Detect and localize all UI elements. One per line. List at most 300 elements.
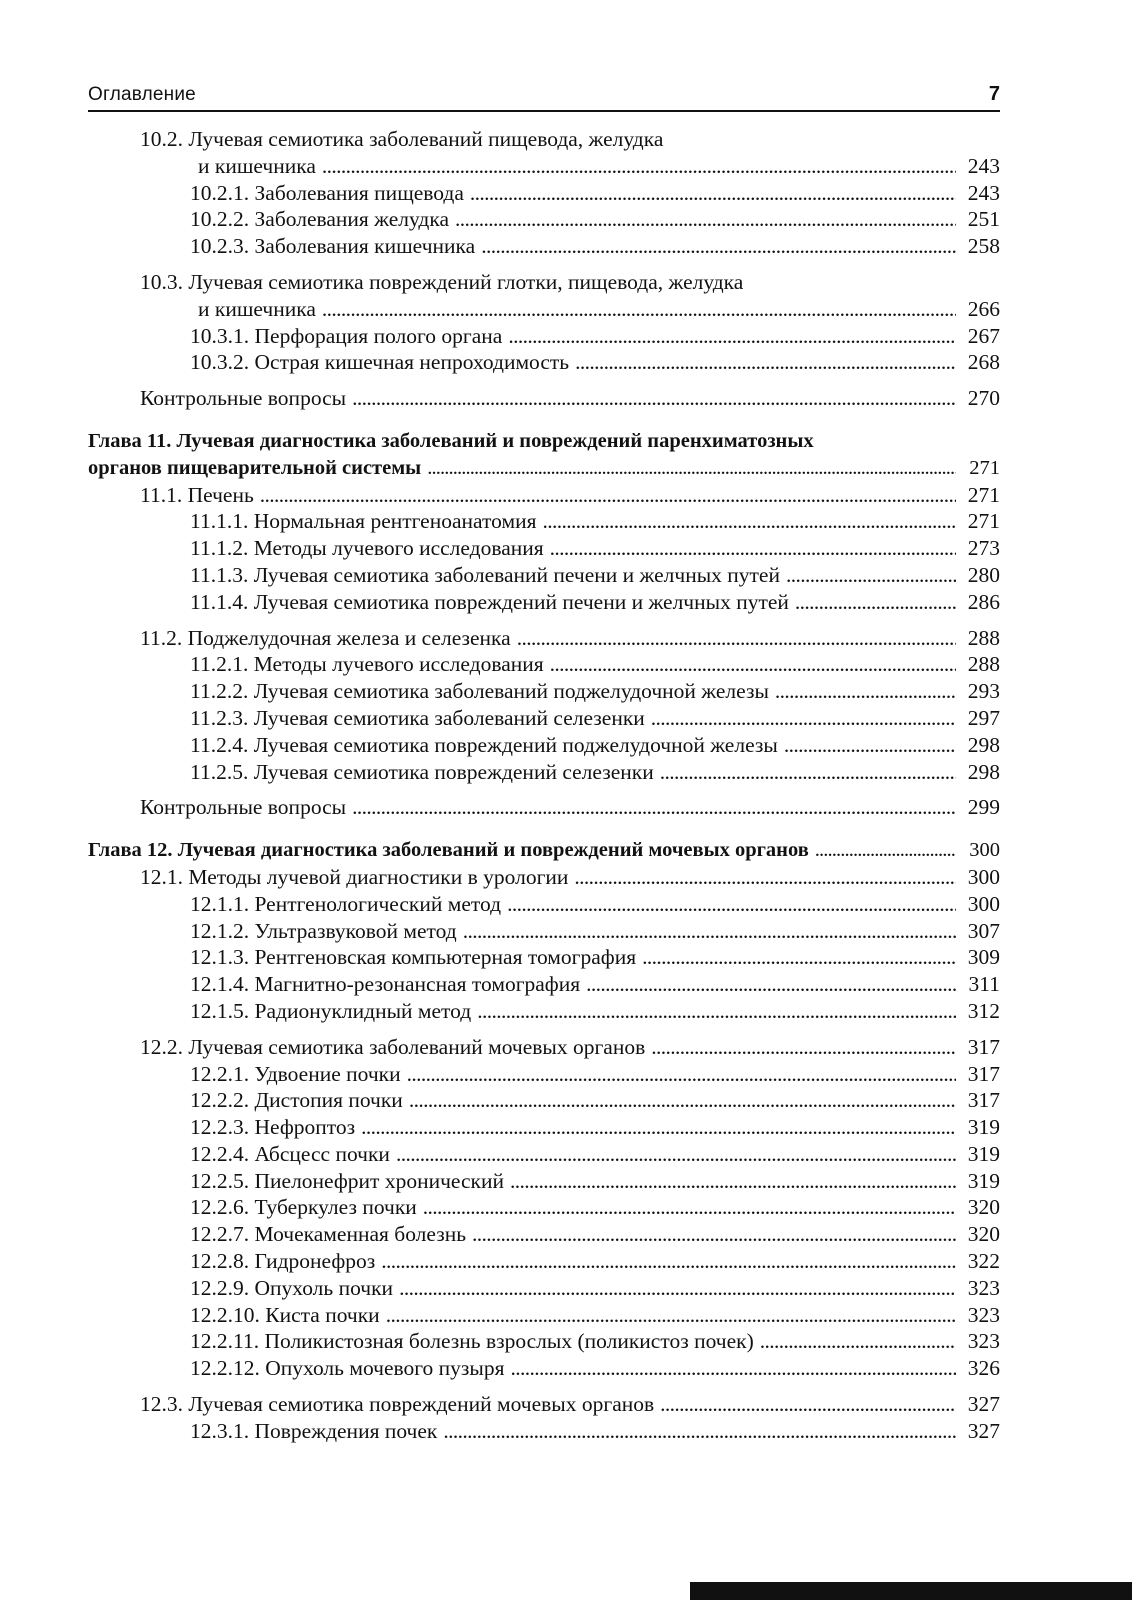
toc-entry-title: Пиелонефрит хронический xyxy=(254,1168,504,1193)
toc-page-number: 280 xyxy=(967,562,1000,587)
toc-entry-title-continued: и кишечника xyxy=(198,296,316,321)
toc-entry-text xyxy=(190,1302,380,1329)
toc-page-number: 288 xyxy=(967,625,1000,650)
toc-entry-number: 11.2.4. xyxy=(190,732,249,757)
toc-chapter[interactable] xyxy=(88,837,1000,864)
toc-entry-first-line xyxy=(88,428,1000,455)
toc-entry-title: Лучевая семиотика повреждений селезенки xyxy=(253,759,654,784)
toc-entry-line xyxy=(190,1328,1000,1355)
toc-page-number: 317 xyxy=(967,1034,1000,1059)
toc-page-number: 271 xyxy=(967,482,1000,507)
toc-entry-number: 12.1. xyxy=(140,864,183,889)
toc-entry-line xyxy=(190,206,1000,233)
toc-entry-line xyxy=(190,918,1000,945)
dot-leader xyxy=(352,794,956,821)
toc-entry-title: Лучевая семиотика заболеваний селезенки xyxy=(253,705,645,730)
toc-subsection[interactable] xyxy=(88,1061,1000,1088)
toc-entry-text xyxy=(190,180,464,207)
toc-subsection[interactable] xyxy=(88,180,1000,207)
toc-page-number: 300 xyxy=(967,891,1000,916)
dot-leader xyxy=(477,998,956,1025)
toc-entry-title: Лучевая диагностика заболеваний и повреждений мочевых органов xyxy=(177,839,809,862)
toc-page-number: 268 xyxy=(967,350,1000,375)
toc-page-number: 271 xyxy=(969,456,1000,479)
toc-subsection[interactable] xyxy=(88,1302,1000,1329)
toc-entry-title: Лучевая семиотика повреждений печени и желчных путей xyxy=(253,589,789,614)
toc-entry-text xyxy=(190,1275,393,1302)
toc-entry-title: Лучевая семиотика заболеваний печени и желчных путей xyxy=(253,562,780,587)
toc-page-number: 320 xyxy=(967,1222,1000,1247)
toc-entry-line xyxy=(190,944,1000,971)
dot-leader xyxy=(443,1418,956,1445)
toc-entry-line xyxy=(190,1275,1000,1302)
dot-leader xyxy=(574,864,956,891)
toc-entry-first-line xyxy=(140,126,1000,153)
toc-entry-title: Методы лучевого исследования xyxy=(253,536,544,561)
toc-entry-title: Абсцесс почки xyxy=(254,1141,390,1166)
toc-page-number: 243 xyxy=(967,153,1000,178)
toc-chapter[interactable] xyxy=(88,428,1000,482)
toc-entry-title: Гидронефроз xyxy=(254,1249,376,1274)
toc-entry-title: Нормальная рентгеноанатомия xyxy=(253,509,537,534)
toc-entry-text xyxy=(190,732,778,759)
toc-entry-number: 11.1.1. xyxy=(190,509,249,534)
dot-leader xyxy=(660,1391,956,1418)
toc-entry-title: Контрольные вопросы xyxy=(140,795,347,820)
toc-page-number: 286 xyxy=(967,589,1000,614)
toc-page-number: 293 xyxy=(967,679,1000,704)
dot-leader xyxy=(470,180,956,207)
toc-entry-title: Лучевая семиотика заболеваний пищевода, желудка xyxy=(188,127,664,151)
toc-entry-line xyxy=(190,1355,1000,1382)
dot-leader xyxy=(550,651,956,678)
dot-leader xyxy=(260,482,956,509)
toc-page-number: 319 xyxy=(967,1115,1000,1140)
toc-page-number: 323 xyxy=(967,1275,1000,1300)
toc-entry-title: Рентгенологический метод xyxy=(254,891,502,916)
toc-entry-number: 12.3.1. xyxy=(190,1418,250,1443)
toc-entry-title: Заболевания кишечника xyxy=(254,234,476,259)
toc-entry-number: 12.2.5. xyxy=(190,1168,250,1193)
toc-entry-title: Лучевая диагностика заболеваний и повреждений паренхиматозных xyxy=(176,429,814,452)
toc-section[interactable] xyxy=(88,385,1000,412)
toc-entry-title: Методы лучевого исследования xyxy=(253,652,544,677)
toc-entry-text xyxy=(190,891,501,918)
toc-entry-number: 11.1.3. xyxy=(190,562,249,587)
toc-entry-number: 11.2.1. xyxy=(190,652,249,677)
toc-subsection[interactable] xyxy=(88,1275,1000,1302)
toc-section[interactable] xyxy=(88,864,1000,891)
dot-leader xyxy=(386,1302,956,1329)
toc-entry-line xyxy=(190,1168,1000,1195)
toc-page-number: 270 xyxy=(967,386,1000,411)
toc-subsection[interactable] xyxy=(88,1114,1000,1141)
toc-entry-text xyxy=(88,837,809,864)
toc-entry-title: Рентгеновская компьютерная томография xyxy=(254,945,637,970)
toc-subsection[interactable] xyxy=(88,918,1000,945)
toc-entry-text xyxy=(190,349,569,376)
toc-entry-number: 12.2.9. xyxy=(190,1275,250,1300)
toc-entry-text xyxy=(190,323,502,350)
toc-entry-line xyxy=(190,323,1000,350)
toc-page-number: 319 xyxy=(967,1168,1000,1193)
toc-entry-text xyxy=(140,1391,654,1418)
toc-entry-text xyxy=(140,385,346,412)
toc-subsection[interactable] xyxy=(88,1328,1000,1355)
page-number: 7 xyxy=(988,83,1000,105)
toc-entry-text xyxy=(190,233,475,260)
toc-subsection[interactable] xyxy=(88,508,1000,535)
toc-entry-line xyxy=(140,385,1000,412)
toc-subsection[interactable] xyxy=(88,944,1000,971)
toc-entry-title: Повреждения почек xyxy=(254,1418,438,1443)
dot-leader xyxy=(760,1328,956,1355)
toc-entry-text xyxy=(190,1355,505,1382)
toc-entry-title: Лучевая семиотика повреждений глотки, пищевода, желудка xyxy=(188,269,744,294)
toc-page-number: 300 xyxy=(969,839,1000,862)
toc-page-number: 323 xyxy=(967,1329,1000,1354)
toc-entry-line xyxy=(190,1221,1000,1248)
toc-entry-text xyxy=(190,998,471,1025)
toc-entry-line xyxy=(190,759,1000,786)
dot-leader xyxy=(786,562,956,589)
toc-entry-line xyxy=(140,625,1000,652)
toc-entry-line xyxy=(190,705,1000,732)
toc-entry-line xyxy=(140,794,1000,821)
toc-entry-text xyxy=(190,535,544,562)
toc-entry-number: 10.2. xyxy=(140,127,183,151)
toc-entry-last-line xyxy=(88,455,1000,482)
toc-section[interactable] xyxy=(88,1391,1000,1418)
table-of-contents xyxy=(88,126,1000,1445)
dot-leader xyxy=(575,349,956,376)
toc-entry-line xyxy=(190,1418,1000,1445)
toc-page-number: 300 xyxy=(967,864,1000,889)
toc-page-number: 307 xyxy=(967,918,1000,943)
toc-page-number: 267 xyxy=(967,323,1000,348)
dot-leader xyxy=(550,535,956,562)
toc-entry-title: Дистопия почки xyxy=(254,1088,403,1113)
toc-entry-number: 10.2.2. xyxy=(190,207,250,232)
toc-entry-number: 10.2.3. xyxy=(190,234,250,259)
toc-entry-number: 11.2. xyxy=(140,625,183,650)
toc-entry-line xyxy=(190,1061,1000,1088)
toc-entry-title: Радионуклидный метод xyxy=(254,998,472,1023)
toc-entry-text xyxy=(140,482,254,509)
toc-entry-text xyxy=(190,1141,390,1168)
toc-section[interactable] xyxy=(88,1034,1000,1061)
toc-entry-text xyxy=(190,1087,403,1114)
toc-subsection[interactable] xyxy=(88,891,1000,918)
toc-section[interactable] xyxy=(88,482,1000,509)
toc-entry-text xyxy=(190,918,457,945)
toc-subsection[interactable] xyxy=(88,1418,1000,1445)
toc-subsection[interactable] xyxy=(88,562,1000,589)
toc-entry-line xyxy=(190,678,1000,705)
toc-page-number: 319 xyxy=(967,1141,1000,1166)
toc-entry-line xyxy=(190,651,1000,678)
toc-entry-title: Контрольные вопросы xyxy=(140,386,347,411)
dot-leader xyxy=(507,891,956,918)
toc-entry-title: Заболевания желудка xyxy=(254,207,450,232)
toc-entry-line xyxy=(190,1302,1000,1329)
toc-page-number: 288 xyxy=(967,652,1000,677)
toc-subsection[interactable] xyxy=(88,732,1000,759)
toc-page-number: 327 xyxy=(967,1418,1000,1443)
dot-leader xyxy=(427,455,956,482)
toc-subsection[interactable] xyxy=(88,1248,1000,1275)
toc-entry-text xyxy=(190,1248,375,1275)
toc-entry-number: 10.3.2. xyxy=(190,350,250,375)
dot-leader xyxy=(352,385,956,412)
toc-subsection[interactable] xyxy=(88,998,1000,1025)
toc-entry-number: 12.1.4. xyxy=(190,972,250,997)
toc-page-number: 323 xyxy=(967,1302,1000,1327)
toc-entry-line xyxy=(190,535,1000,562)
toc-subsection[interactable] xyxy=(88,1221,1000,1248)
toc-entry-number: 12.2.8. xyxy=(190,1249,250,1274)
toc-entry-number: 12.1.2. xyxy=(190,918,250,943)
toc-entry-text xyxy=(190,589,789,616)
toc-entry-title: Заболевания пищевода xyxy=(254,180,464,205)
toc-page-number: 317 xyxy=(967,1088,1000,1113)
toc-entry-text xyxy=(190,562,780,589)
toc-entry-line xyxy=(140,1034,1000,1061)
toc-subsection[interactable] xyxy=(88,971,1000,998)
toc-entry-number: 12.2.2. xyxy=(190,1088,250,1113)
toc-page-number: 317 xyxy=(967,1061,1000,1086)
toc-entry-text xyxy=(190,705,645,732)
dot-leader xyxy=(517,625,956,652)
toc-page-number: 298 xyxy=(967,732,1000,757)
toc-entry-text xyxy=(140,864,568,891)
toc-page-number: 266 xyxy=(967,296,1000,321)
toc-subsection[interactable] xyxy=(88,1141,1000,1168)
toc-entry-line xyxy=(190,971,1000,998)
toc-entry-line xyxy=(190,1194,1000,1221)
toc-entry-line xyxy=(88,837,1000,864)
toc-entry-title-continued: органов пищеварительной системы xyxy=(88,456,422,479)
dot-leader xyxy=(642,944,956,971)
toc-entry-line xyxy=(140,482,1000,509)
dot-leader xyxy=(651,1034,956,1061)
toc-section[interactable] xyxy=(88,269,1000,323)
dot-leader xyxy=(463,918,956,945)
toc-entry-title: Нефроптоз xyxy=(254,1115,356,1140)
toc-entry-line xyxy=(190,1114,1000,1141)
toc-subsection[interactable] xyxy=(88,678,1000,705)
toc-entry-line xyxy=(190,1141,1000,1168)
toc-entry-text xyxy=(190,1194,417,1221)
toc-entry-title: Лучевая семиотика повреждений мочевых органов xyxy=(188,1392,655,1417)
toc-entry-number: 12.1.5. xyxy=(190,998,250,1023)
dot-leader xyxy=(381,1248,956,1275)
toc-entry-number: Глава 11. xyxy=(88,429,172,452)
toc-entry-number: 12.2.11. xyxy=(190,1329,260,1354)
dot-leader xyxy=(586,971,956,998)
toc-entry-text xyxy=(190,1168,504,1195)
toc-entry-number: Глава 12. xyxy=(88,839,173,862)
toc-entry-number: 11.1.2. xyxy=(190,536,249,561)
toc-subsection[interactable] xyxy=(88,349,1000,376)
dot-leader xyxy=(775,678,956,705)
toc-entry-title: Поликистозная болезнь взрослых (поликистоз почек) xyxy=(264,1329,754,1354)
dot-leader xyxy=(409,1087,956,1114)
toc-page-number: 312 xyxy=(967,998,1000,1023)
toc-entry-text xyxy=(140,794,346,821)
toc-entry-number: 10.2.1. xyxy=(190,180,250,205)
dot-leader xyxy=(511,1355,957,1382)
toc-subsection[interactable] xyxy=(88,759,1000,786)
toc-entry-line xyxy=(190,732,1000,759)
dot-leader xyxy=(361,1114,956,1141)
toc-entry-number: 11.2.2. xyxy=(190,679,249,704)
toc-section[interactable] xyxy=(88,794,1000,821)
toc-entry-line xyxy=(190,1087,1000,1114)
toc-entry-text xyxy=(190,971,580,998)
toc-entry-title: Мочекаменная болезнь xyxy=(254,1222,467,1247)
toc-entry-text xyxy=(190,206,449,233)
toc-entry-title: Удвоение почки xyxy=(254,1061,401,1086)
toc-entry-line xyxy=(190,349,1000,376)
toc-entry-title: Киста почки xyxy=(265,1302,380,1327)
toc-subsection[interactable] xyxy=(88,206,1000,233)
toc-entry-number: 12.2. xyxy=(140,1034,183,1059)
toc-entry-title: Печень xyxy=(187,482,254,507)
dot-leader xyxy=(510,1168,956,1195)
toc-page-number: 309 xyxy=(967,945,1000,970)
toc-entry-number: 12.2.7. xyxy=(190,1222,250,1247)
toc-entry-line xyxy=(190,233,1000,260)
toc-entry-text xyxy=(140,1034,645,1061)
toc-entry-line xyxy=(190,180,1000,207)
toc-page-number: 327 xyxy=(967,1392,1000,1417)
toc-entry-text xyxy=(190,508,536,535)
dot-leader xyxy=(322,153,956,180)
toc-subsection[interactable] xyxy=(88,651,1000,678)
toc-entry-text xyxy=(190,678,769,705)
toc-entry-number: 12.2.10. xyxy=(190,1302,260,1327)
toc-entry-line xyxy=(140,864,1000,891)
toc-entry-text xyxy=(190,1418,437,1445)
dot-leader xyxy=(795,589,956,616)
toc-entry-title: Лучевая семиотика заболеваний поджелудочной железы xyxy=(253,679,769,704)
toc-entry-title: Поджелудочная железа и селезенка xyxy=(187,625,511,650)
toc-entry-title: Перфорация полого органа xyxy=(254,323,503,348)
toc-entry-text xyxy=(190,1114,355,1141)
toc-entry-number: 11.1. xyxy=(140,482,183,507)
toc-page-number: 297 xyxy=(967,705,1000,730)
dot-leader xyxy=(455,206,956,233)
dot-leader xyxy=(651,705,956,732)
toc-entry-title: Опухоль мочевого пузыря xyxy=(265,1356,505,1381)
toc-subsection[interactable] xyxy=(88,1355,1000,1382)
toc-entry-text xyxy=(190,651,544,678)
toc-entry-line xyxy=(190,891,1000,918)
dot-leader xyxy=(423,1194,956,1221)
toc-section[interactable] xyxy=(88,625,1000,652)
toc-entry-title: Туберкулез почки xyxy=(254,1195,417,1220)
toc-subsection[interactable] xyxy=(88,323,1000,350)
toc-entry-number: 10.3. xyxy=(140,269,183,294)
toc-subsection[interactable] xyxy=(88,233,1000,260)
toc-page-number: 311 xyxy=(968,972,1000,997)
toc-entry-number: 12.2.3. xyxy=(190,1115,250,1140)
toc-entry-title: Магнитно-резонансная томография xyxy=(254,972,581,997)
toc-entry-number: 12.2.6. xyxy=(190,1195,250,1220)
toc-entry-number: 12.1.3. xyxy=(190,945,250,970)
dot-leader xyxy=(396,1141,956,1168)
toc-entry-text xyxy=(140,625,511,652)
toc-page-number: 299 xyxy=(967,795,1000,820)
dot-leader xyxy=(815,837,956,864)
toc-entry-number: 11.2.5. xyxy=(190,759,249,784)
toc-page-number: 258 xyxy=(967,234,1000,259)
toc-entry-number: 12.2.12. xyxy=(190,1356,260,1381)
toc-entry-number: 11.1.4. xyxy=(190,589,249,614)
dot-leader xyxy=(407,1061,956,1088)
dot-leader xyxy=(660,759,956,786)
scan-edge-bar xyxy=(690,1582,1132,1600)
toc-page-number: 243 xyxy=(967,180,1000,205)
toc-entry-last-line xyxy=(140,296,1000,323)
toc-entry-last-line xyxy=(140,153,1000,180)
toc-subsection[interactable] xyxy=(88,1087,1000,1114)
toc-entry-line xyxy=(190,589,1000,616)
toc-entry-line xyxy=(190,508,1000,535)
toc-entry-title: Опухоль почки xyxy=(254,1275,394,1300)
toc-entry-number: 12.3. xyxy=(140,1392,183,1417)
toc-entry-title: Острая кишечная непроходимость xyxy=(254,350,570,375)
toc-subsection[interactable] xyxy=(88,535,1000,562)
dot-leader xyxy=(399,1275,956,1302)
toc-entry-text xyxy=(190,1061,401,1088)
toc-entry-line xyxy=(190,998,1000,1025)
toc-page-number: 320 xyxy=(967,1195,1000,1220)
toc-entry-text xyxy=(190,1328,754,1355)
toc-entry-title-continued: и кишечника xyxy=(198,153,316,178)
toc-subsection[interactable] xyxy=(88,1168,1000,1195)
toc-entry-text xyxy=(190,759,654,786)
toc-entry-number: 12.2.4. xyxy=(190,1141,250,1166)
dot-leader xyxy=(481,233,956,260)
toc-page-number: 273 xyxy=(967,536,1000,561)
toc-entry-text xyxy=(190,1221,466,1248)
toc-subsection[interactable] xyxy=(88,705,1000,732)
page-header xyxy=(88,78,1000,112)
toc-page-number: 271 xyxy=(967,509,1000,534)
dot-leader xyxy=(542,508,956,535)
toc-page-number: 298 xyxy=(967,759,1000,784)
toc-page-number: 322 xyxy=(967,1249,1000,1274)
toc-entry-title: Лучевая семиотика заболеваний мочевых органов xyxy=(188,1034,646,1059)
toc-entry-number: 10.3.1. xyxy=(190,323,250,348)
dot-leader xyxy=(508,323,956,350)
toc-entry-line xyxy=(140,1391,1000,1418)
toc-entry-text xyxy=(190,944,636,971)
toc-entry-number: 12.2.1. xyxy=(190,1061,250,1086)
toc-section[interactable] xyxy=(88,126,1000,180)
toc-page-number: 326 xyxy=(967,1356,1000,1381)
toc-subsection[interactable] xyxy=(88,589,1000,616)
toc-entry-number: 11.2.3. xyxy=(190,705,249,730)
dot-leader xyxy=(784,732,956,759)
toc-subsection[interactable] xyxy=(88,1194,1000,1221)
toc-entry-line xyxy=(190,562,1000,589)
dot-leader xyxy=(322,296,956,323)
toc-entry-title: Методы лучевой диагностики в урологии xyxy=(188,864,569,889)
toc-entry-title: Ультразвуковой метод xyxy=(254,918,457,943)
